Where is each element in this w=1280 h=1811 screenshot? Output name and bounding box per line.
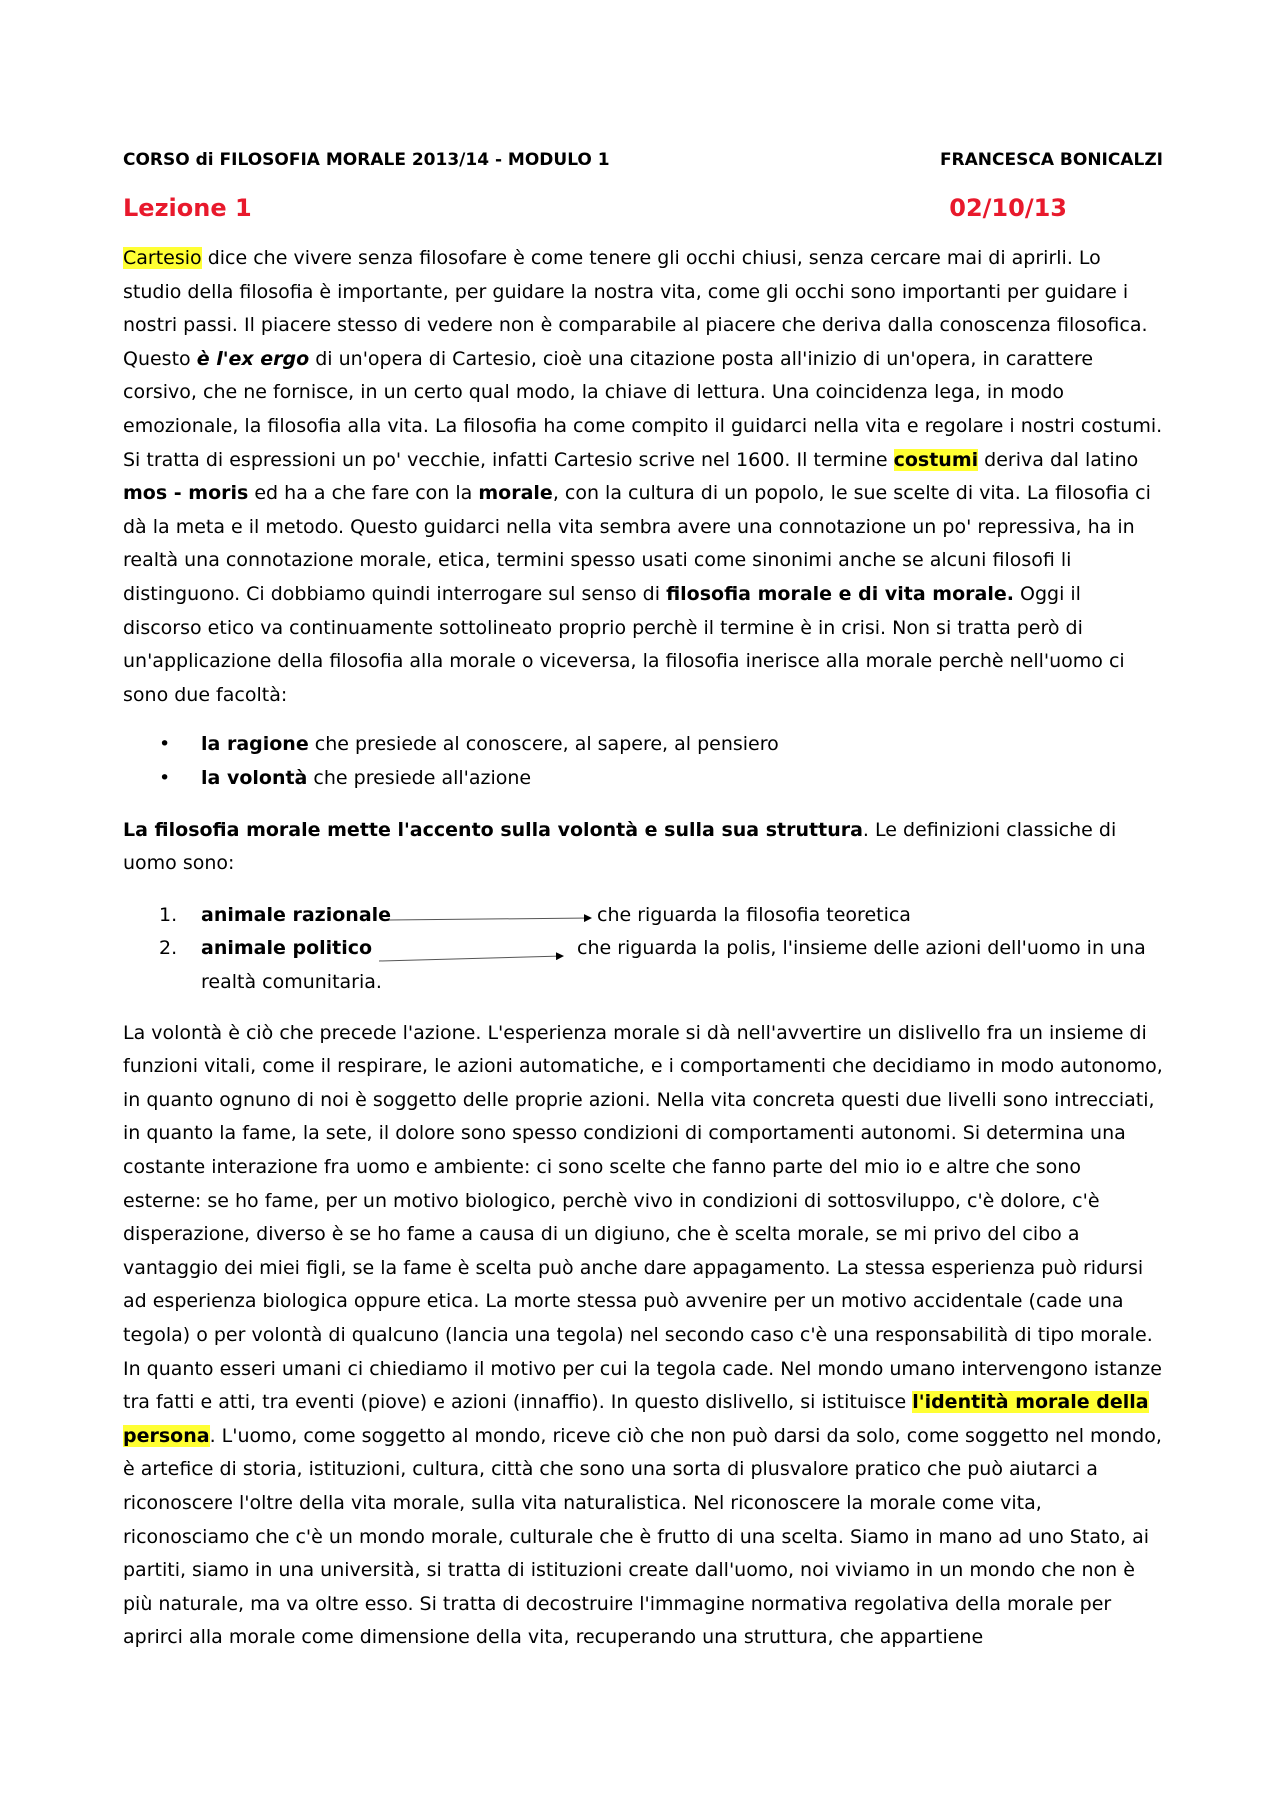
lesson-title: Lezione 1	[123, 194, 252, 222]
definition-label: animale politico	[201, 937, 373, 960]
course-title: CORSO di FILOSOFIA MORALE 2013/14 - MODULO 1	[123, 150, 610, 170]
paragraph-volonta	[123, 1017, 1163, 1655]
list-item-term: la ragione	[201, 733, 309, 756]
highlight-cartesio: Cartesio	[123, 247, 202, 269]
ex-ergo-term: è l'ex ergo	[196, 347, 310, 370]
list-item-text: che presiede all'azione	[307, 766, 532, 789]
list-item-text: che presiede al conoscere, al sapere, al pensiero	[308, 733, 779, 756]
text-run: . L'uomo, come soggetto al mondo, riceve ciò che non può darsi da solo, come soggetto nel mondo, è artefice di storia, istituzioni, cultura, città che sono una sorta di plusvalore pratico che può aiutarci a riconoscere l'oltre della vita morale, sulla vita naturalistica. Nel riconoscere la morale come vita, riconosciamo che c'è un mondo morale, culturale che è frutto di una scelta. Siamo in mano ad uno Stato, ai partiti, siamo in una università, si tratta di istituzioni create dall'uomo, noi viviamo in un mondo che non è più naturale, ma va oltre esso. Si tratta di decostruire l'immagine normativa regolativa della morale per aprirci alla morale come dimensione della vita, recuperando una struttura, che appartiene	[123, 1424, 1162, 1649]
document-header	[123, 150, 1163, 174]
text-run: dice che vivere senza filosofare è come tenere gli occhi chiusi, senza cercare mai di aprirli. Lo studio della filosofia è importante, per guidare la nostra vita, come gli occhi sono importanti per guidare i nostri passi. Il piacere stesso di vedere non è comparabile al piacere che deriva dalla conoscenza filosofica. Questo	[123, 247, 1148, 370]
list-item-term: la volontà	[201, 766, 308, 789]
text-run: . Le definizioni classiche di uomo sono:	[123, 818, 1117, 875]
definitions-lead: La filosofia morale mette l'accento sulla volontà e sulla sua struttura	[123, 818, 863, 841]
text-run: Oggi il discorso etico va continuamente sottolineato proprio perchè il termine è in crisi. Non si tratta però di un'applicazione della filosofia alla morale o viceversa, la filosofia inerisce alla morale perchè nell'uomo ci sono due facoltà:	[123, 582, 1125, 706]
paragraph-intro	[123, 242, 1163, 712]
term-filosofia-morale: filosofia morale e di vita morale.	[666, 582, 1014, 605]
definitions-list	[123, 899, 1163, 999]
text-run: , con la cultura di un popolo, le sue scelte di vita. La filosofia ci dà la meta e il metodo. Questo guidarci nella vita sembra avere una connotazione un po' repressiva, ha in realtà una connotazione morale, etica, termini spesso usati come sinonimi anche se alcuni filosofi li distinguono. Ci dobbiamo quindi interrogare sul senso di	[123, 482, 1151, 605]
text-run: di un'opera di Cartesio, cioè una citazione posta all'inizio di un'opera, in carattere corsivo, che ne fornisce, in un certo qual modo, la chiave di lettura. Una coincidenza lega, in modo emozionale, la filosofia alla vita. La filosofia ha come compito il guidarci nella vita e regolare i nostri costumi. Si tratta di espressioni un po' vecchie, infatti Cartesio scrive nel 1600. Il termine	[123, 347, 1163, 471]
faculties-list	[123, 728, 1163, 795]
list-number: 1.	[159, 903, 178, 926]
arrows-graphic	[123, 899, 643, 999]
bullet-icon: •	[159, 733, 171, 756]
paragraph-definitions	[123, 814, 1163, 881]
term-mos-moris: mos - moris	[123, 482, 249, 505]
list-number: 2.	[159, 937, 178, 960]
text-run: La volontà è ciò che precede l'azione. L'esperienza morale si dà nell'avvertire un dislivello fra un insieme di funzioni vitali, come il respirare, le azioni automatiche, e i comportamenti che decidiamo in modo autonomo, in quanto ognuno di noi è soggetto delle proprie azioni. Nella vita concreta questi due livelli sono intrecciati, in quanto la fame, la sete, il dolore sono spesso condizioni di comportamenti autonomi. Si determina una costante interazione fra uomo e ambiente: ci sono scelte che fanno parte del mio io e altre che sono esterne: se ho fame, per un motivo biologico, perchè vivo in condizioni di sottosviluppo, c'è dolore, c'è disperazione, diverso è se ho fame a causa di un digiuno, che è scelta morale, se mi privo del cibo a vantaggio dei miei figli, se la fame è scelta può anche dare appagamento. La stessa esperienza può ridursi ad esperienza biologica oppure etica. La morte stessa può avvenire per un motivo accidentale (cade una tegola) o per volontà di qualcuno (lancia una tegola) nel secondo caso c'è una responsabilità di tipo morale. In quanto esseri umani ci chiediamo il motivo per cui la tegola cade. Nel mondo umano intervengono istanze tra fatti e atti, tra eventi (piove) e azioni (innaffio). In questo dislivello, si istituisce	[123, 1021, 1163, 1414]
highlight-identita-morale: l'identità morale della persona	[123, 1391, 1149, 1447]
definition-label: animale razionale	[201, 903, 392, 926]
definition-desc: che riguarda la filosofia teoretica	[597, 903, 911, 926]
author-name: FRANCESCA BONICALZI	[939, 150, 1163, 170]
term-morale: morale	[478, 482, 553, 505]
document-page	[123, 150, 1163, 1655]
lesson-date: 02/10/13	[949, 194, 1067, 222]
list-item	[159, 728, 1163, 762]
arrow-icon	[389, 918, 591, 920]
list-item	[159, 762, 1163, 796]
definition-cont: realtà comunitaria.	[201, 970, 382, 993]
lesson-heading	[123, 194, 1163, 222]
bullet-icon: •	[159, 766, 171, 789]
arrow-icon	[379, 956, 563, 961]
text-run: ed ha a che fare con la	[248, 482, 479, 505]
text-run: deriva dal latino	[978, 448, 1139, 471]
highlight-costumi: costumi	[893, 448, 979, 471]
definition-desc: che riguarda la polis, l'insieme delle azioni dell'uomo in una	[577, 937, 1146, 960]
